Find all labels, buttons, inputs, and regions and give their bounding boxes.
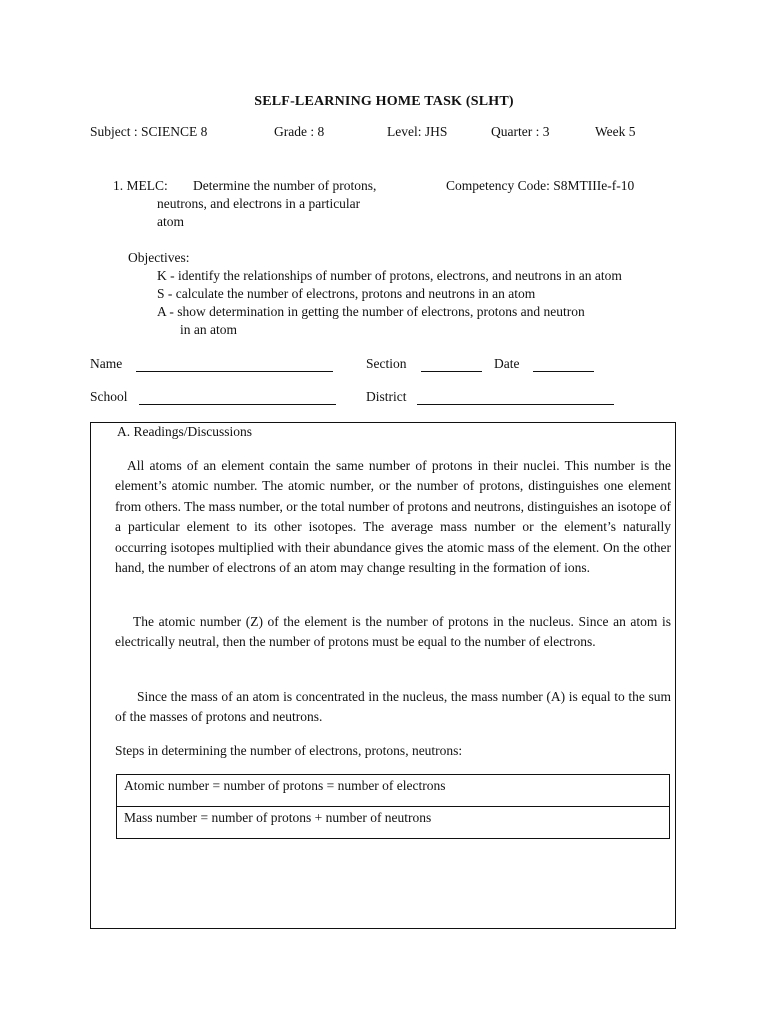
objectives-heading: Objectives: [128, 250, 190, 265]
section-label: Section [366, 356, 407, 371]
readings-heading: A. Readings/Discussions [117, 424, 252, 439]
melc-line-1: Determine the number of protons, [193, 178, 377, 193]
grade-label: Grade : 8 [274, 124, 325, 139]
quarter-label: Quarter : 3 [491, 124, 550, 139]
table-row [117, 775, 670, 807]
steps-table [116, 774, 670, 839]
objective-skill: S - calculate the number of electrons, protons and neutrons in an atom [157, 286, 536, 301]
week-label: Week 5 [595, 124, 636, 139]
objective-attitude-cont: in an atom [180, 322, 237, 337]
date-label: Date [494, 356, 520, 371]
school-label: School [90, 389, 128, 404]
section-field[interactable] [421, 371, 482, 372]
melc-number: 1. MELC: [113, 178, 168, 193]
melc-line-2: neutrons, and electrons in a particular [157, 196, 361, 211]
steps-intro: Steps in determining the number of electrons, protons, neutrons: [115, 743, 463, 758]
mass-number-formula: Mass number = number of protons + number of neutrons [117, 807, 670, 839]
district-field[interactable] [417, 404, 614, 405]
melc-line-3: atom [157, 214, 184, 229]
page-title: SELF-LEARNING HOME TASK (SLHT) [254, 94, 514, 109]
competency-code: Competency Code: S8MTIIIe-f-10 [446, 178, 635, 193]
objective-attitude: A - show determination in getting the number of electrons, protons and neutron [157, 304, 585, 319]
subject-label: Subject : SCIENCE 8 [90, 124, 208, 139]
school-field[interactable] [139, 404, 336, 405]
name-field[interactable] [136, 371, 333, 372]
date-field[interactable] [533, 371, 594, 372]
reading-paragraph-3: Since the mass of an atom is concentrated in the nucleus, the mass number (A) is equal to the sum of the masses of protons and neutrons. [115, 689, 671, 725]
level-label: Level: JHS [387, 124, 448, 139]
reading-paragraph-1: All atoms of an element contain the same number of protons in their nuclei. This number is the element’s atomic number. The atomic number, or the number of protons, distinguishes one element from others. The mass number, or the total number of protons and neutrons, distinguishes an isotope of a particular element to its other isotopes. The average mass number or the element’s naturally occurring isotopes multiplied with their abundance gives the atomic mass of the element. On the other hand, the number of electrons of an atom may change resulting in the formation of ions. [115, 458, 671, 576]
reading-paragraph-2: The atomic number (Z) of the element is the number of protons in the nucleus. Since an atom is electrically neutral, then the number of protons must be equal to the number of electrons. [115, 614, 671, 650]
objective-knowledge: K - identify the relationships of number of protons, electrons, and neutrons in an atom [157, 268, 622, 283]
district-label: District [366, 389, 407, 404]
name-label: Name [90, 356, 123, 371]
atomic-number-formula: Atomic number = number of protons = number of electrons [117, 775, 670, 807]
table-row [117, 807, 670, 839]
